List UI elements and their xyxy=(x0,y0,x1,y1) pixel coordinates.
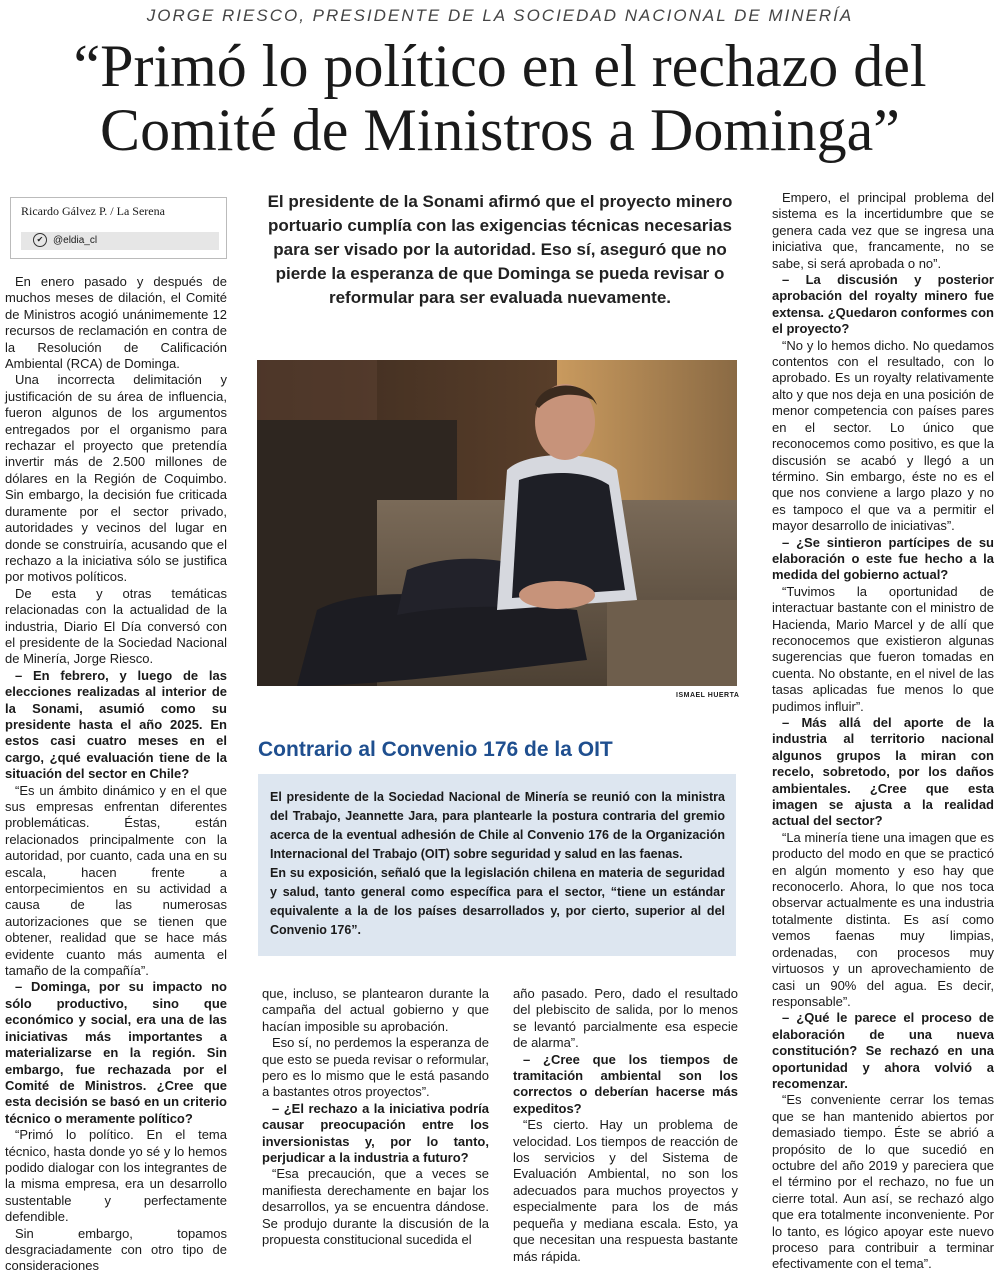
question: – ¿Se sintieron partícipes de su elaboración o este fue hecho a la medida del gobierno actual? xyxy=(772,534,994,583)
paragraph: Una incorrecta delimitación y justificación de su área de influencia, fueron algunos de los argumentos entregados por el organismo para rechazar el proyecto que pretendía invertir más de 2.500 millones de dólares en la Región de Coquimbo. Sin embargo, la decisión fue criticada duramente por el sector privado, autoridades y vecinos del lugar en donde se construiría, acusando que el rechazo a la iniciativa sólo se justifica por motivos políticos. xyxy=(5,372,227,585)
paragraph: “Es un ámbito dinámico y en el que sus empresas enfrentan diferentes problemáticas. Éstas, están relacionados principalmente con la autoridad, por cuanto, cada una en su escala, hacen frente a entorpecimientos en su actividad a causa de las numerosas autorizaciones que se tienen que obtener, realidad que se hace más evidente cuanto más aumenta el tamaño de la compañía”. xyxy=(5,782,227,979)
paragraph: “Tuvimos la oportunidad de interactuar bastante con el ministro de Hacienda, Mario Marcel y de allí que reconocemos que existieron algunas sugerencias que fueron tomadas en cuenta. No obstante, en el nivel de las tasas aplicadas fue menos lo que pudimos influir”. xyxy=(772,583,994,714)
sidebar-box-paragraph-1: El presidente de la Sociedad Nacional de Minería se reunió con la ministra del Trabajo, Jeannette Jara, para plantearle la postura contraria del gremio acerca de la eventual adhesión de Chile al Convenio 176 de la Organización Internacional del Trabajo (OIT) sobre seguridad y salud en las faenas. xyxy=(270,790,725,861)
paragraph: “Es conveniente cerrar los temas que se han mantenido abiertos por demasiado tiempo. Éste se abrió a propósito de lo que sucedió en octubre del año 2019 y pareciera que el término por el rechazo, no fue un cierre total. Aun así, se rechazó algo que era totalmente inconveniente. Por lo tanto, es lógico apoyar este nuevo proceso para contribuir a terminar efectivamente con el tema”. xyxy=(772,1092,994,1272)
question: – En febrero, y luego de las elecciones realizadas al interior de la Sonami, asumió como su presidente hasta el año 2025. En estos casi cuatro meses en el cargo, ¿qué evaluación tiene de la situación del sector en Chile? xyxy=(5,667,227,782)
paragraph: Eso sí, no perdemos la esperanza de que esto se pueda revisar o reformular, pero es lo mismo que le está pasando a bastantes otros proyectos”. xyxy=(262,1035,489,1100)
paragraph: año pasado. Pero, dado el resultado del plebiscito de salida, por lo menos se levantó parcialmente esa especie de alarma”. xyxy=(513,986,738,1051)
paragraph: Empero, el principal problema del sistema es la incertidumbre que se genera cada vez que se ingresa una iniciativa que, francamente, no se sabe, si será aprobada o no”. xyxy=(772,190,994,271)
column-1 xyxy=(5,274,227,1275)
paragraph: “Primó lo político. En el tema técnico, hasta donde yo sé y lo hemos podido dialogar con los integrantes de la misma empresa, era un desarrollo sustentable y perfectamente defendible. xyxy=(5,1127,227,1225)
paragraph: que, incluso, se plantearon durante la campaña del actual gobierno y que hacían imposible su aprobación. xyxy=(262,986,489,1034)
sidebar-box-paragraph-2: En su exposición, señaló que la legislación chilena en materia de seguridad y salud, tanto general como específica para el sector, “tiene un estándar equivalente a la de los países desarrollados y, por cierto, superior al del Convenio 176”. xyxy=(270,866,725,937)
column-3 xyxy=(513,986,738,1265)
photo-credit: ISMAEL HUERTA xyxy=(676,692,740,699)
paragraph: “No y lo hemos dicho. No quedamos contentos con el resultado, con lo aprobado. Es un royalty relativamente alto y que nos deja en una posición de menor competencia con países pares en el sector. Lo único que reconocemos como positivo, es que la discusión se acabó y llegó a un término. Sin embargo, éste no es el que nos conviene a largo plazo y no es tampoco el que va a permitir el mayor desarrollo de iniciativas”. xyxy=(772,337,994,534)
paragraph: En enero pasado y después de muchos meses de dilación, el Comité de Ministros acogió unánimemente 12 recursos de reclamación en contra de la Resolución de Calificación Ambiental (RCA) de Dominga. xyxy=(5,274,227,372)
paragraph: “La minería tiene una imagen que es producto del modo en que se practicó en algún momento y eso hay que reconocerlo. Ahora, lo que nos toca observar actualmente es una industria totalmente distinta. Es así como vemos faenas muy limpias, ordenadas, con procesos muy virtuosos y un aprovechamiento de casi un 90% del agua. Es decir, responsable”. xyxy=(772,829,994,1009)
twitter-icon: ✔ xyxy=(33,233,47,247)
interview-photo xyxy=(257,360,737,686)
sidebar-box-title: Contrario al Convenio 176 de la OIT xyxy=(258,738,613,761)
author: Ricardo Gálvez P. / La Serena xyxy=(21,204,165,218)
sidebar-box xyxy=(258,774,736,956)
twitter-handle: @eldia_cl xyxy=(53,235,98,246)
headline xyxy=(0,34,1000,162)
question: – Dominga, por su impacto no sólo productivo, sino que económico y social, era una de las iniciativas más importantes a materializarse en la región. Sin embargo, fue rechazada por el Comité de Ministros. ¿Cree que esta decisión se basó en un criterio técnico o meramente político? xyxy=(5,979,227,1126)
twitter-handle-bar xyxy=(21,232,219,250)
headline-line-1: “Primó lo político en el rechazo del xyxy=(73,33,927,99)
kicker: JORGE RIESCO, PRESIDENTE DE LA SOCIEDAD NACIONAL DE MINERÍA xyxy=(146,6,854,25)
column-4 xyxy=(772,190,994,1273)
paragraph: “Es cierto. Hay un problema de velocidad. Los tiempos de reacción de los servicios y del Sistema de Evaluación Ambiental, no son los adecuados para muchos proyectos y especialmente para los de más pequeña y mediana escala. Esto, ya que necesitan una respuesta bastante más rápida. xyxy=(513,1117,738,1264)
question: – ¿Cree que los tiempos de tramitación ambiental son los correctos o deberían hacerse más expeditos? xyxy=(513,1051,738,1116)
byline-box xyxy=(10,197,227,259)
question: – ¿Qué le parece el proceso de elaboración de una nueva constitución? Se rechazó en una oportunidad y ahora volvió a recomenzar. xyxy=(772,1010,994,1091)
column-2 xyxy=(262,986,489,1249)
paragraph: “Esa precaución, que a veces se manifiesta derechamente en bajar los desarrollos, ya se encuentra dándose. Se produjo durante la discusión de la propuesta constitucional sucedida el xyxy=(262,1166,489,1248)
question: – Más allá del aporte de la industria al territorio nacional algunos grupos la miran con recelo, sobretodo, por los daños ambientales. ¿Cree que esta imagen se ajusta a la realidad actual del sector? xyxy=(772,715,994,829)
paragraph: Sin embargo, topamos desgraciadamente con otro tipo de consideraciones xyxy=(5,1225,227,1274)
paragraph: De esta y otras temáticas relacionadas con la actualidad de la industria, Diario El Día conversó con el presidente de la Sociedad Nacional de Minería, Jorge Riesco. xyxy=(5,585,227,667)
lead-paragraph: El presidente de la Sonami afirmó que el proyecto minero portuario cumplía con las exigencias técnicas necesarias para ser visado por la autoridad. Eso sí, aseguró que no pierde la esperanza de que Dominga se pueda revisar o reformular para ser evaluada nuevamente. xyxy=(267,192,733,307)
question: – ¿El rechazo a la iniciativa podría causar preocupación entre los inversionistas y, por lo tanto, perjudicar a la industria a futuro? xyxy=(262,1100,489,1166)
question: – La discusión y posterior aprobación del royalty minero fue extensa. ¿Quedaron conformes con el proyecto? xyxy=(772,272,994,337)
headline-line-2: Comité de Ministros a Dominga” xyxy=(100,97,900,163)
